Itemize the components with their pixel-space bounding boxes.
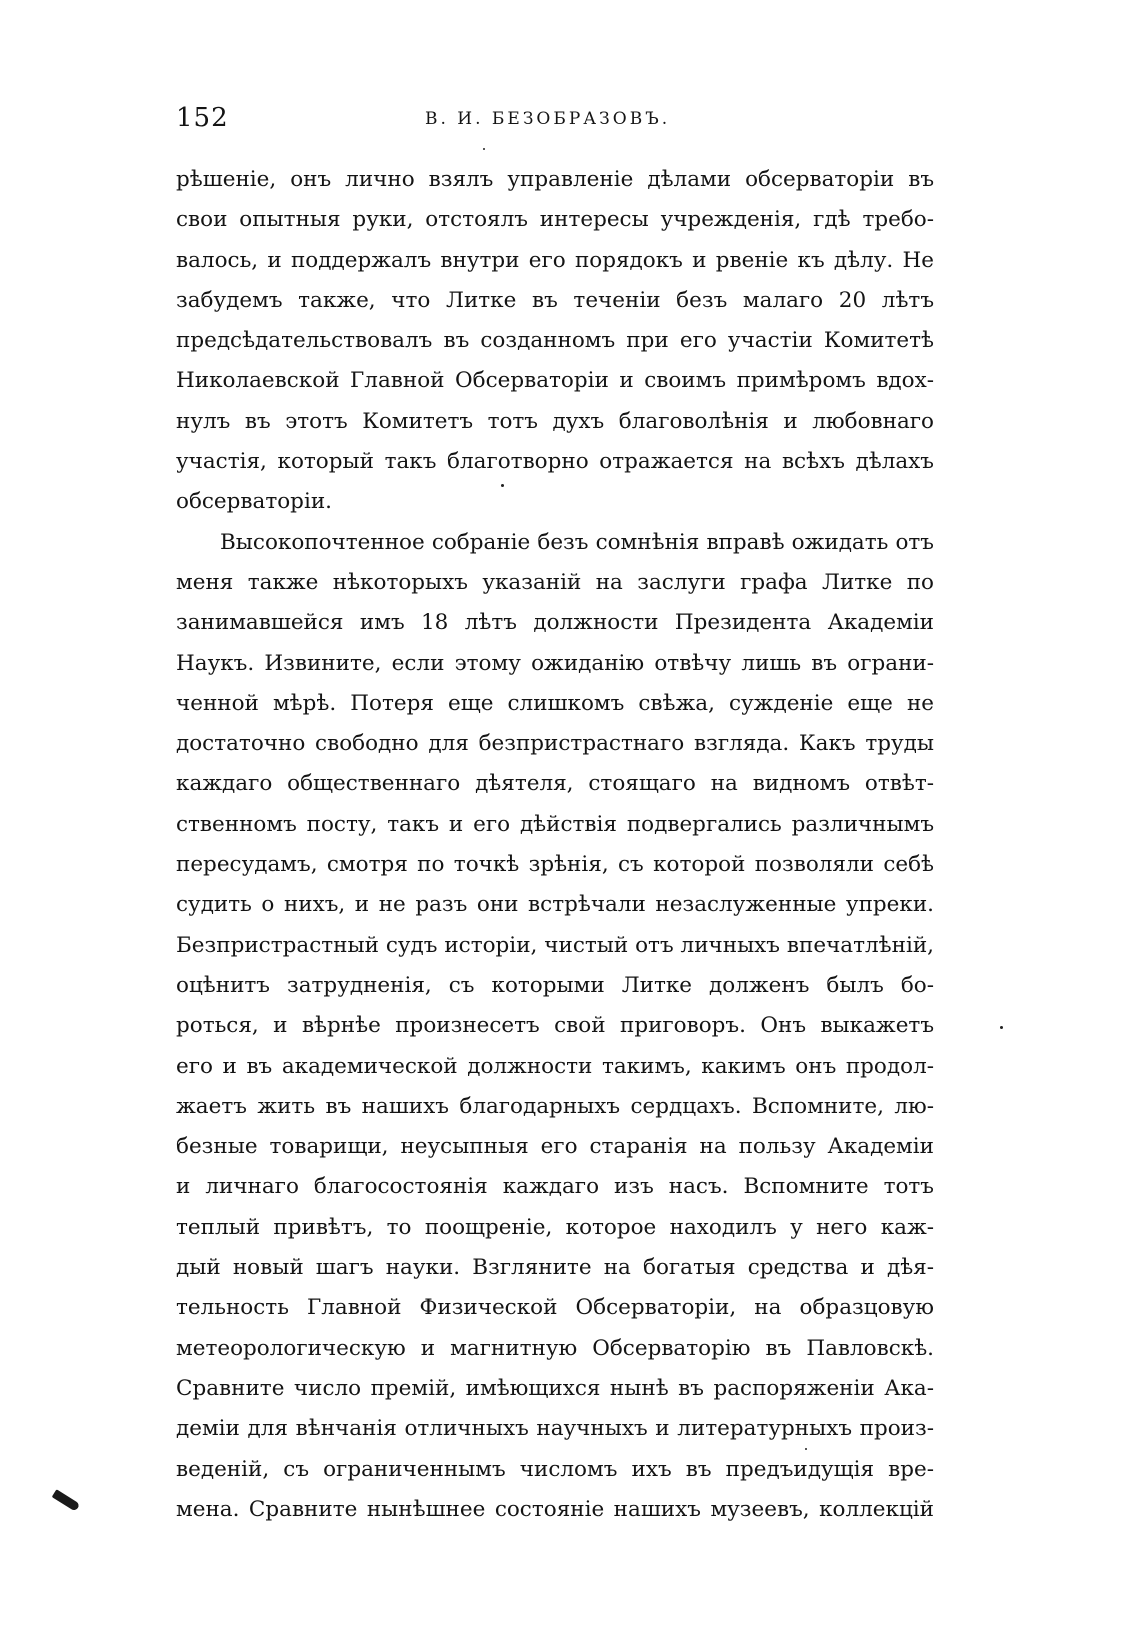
text-line: Сравните число премій, имѣющихся нынѣ въ распоряженіи Ака-: [176, 1375, 934, 1401]
text-line: и личнаго благосостоянія каждаго изъ насъ. Вспомните тотъ: [176, 1174, 934, 1200]
text-line: Наукъ. Извините, если этому ожиданію отвѣчу лишь въ ограни-: [176, 650, 934, 676]
ink-speck: [483, 148, 485, 150]
text-line: метеорологическую и магнитную Обсерваторію въ Павловскѣ.: [176, 1335, 934, 1361]
text-line: тельность Главной Физической Обсерваторіи, на образцовую: [176, 1295, 934, 1321]
ink-speck: [1000, 1026, 1003, 1029]
text-line: предсѣдательствовалъ въ созданномъ при его участіи Комитетѣ: [176, 328, 934, 354]
text-line: жаетъ жить въ нашихъ благодарныхъ сердцахъ. Вспомните, лю-: [176, 1093, 934, 1119]
ink-speck: [805, 1448, 807, 1450]
page-number: 152: [176, 103, 229, 133]
text-line: участія, который такъ благотворно отражается на всѣхъ дѣлахъ: [176, 449, 934, 475]
text-line: каждаго общественнаго дѣятеля, стоящаго на видномъ отвѣт-: [176, 771, 934, 797]
running-head: В. И. БЕЗОБРАЗОВЪ.: [425, 109, 671, 129]
text-line: ственномъ посту, такъ и его дѣйствія подвергались различнымъ: [176, 811, 934, 837]
text-line: дый новый шагъ науки. Взгляните на богатыя средства и дѣя-: [176, 1255, 934, 1281]
text-line: ченной мѣрѣ. Потеря еще слишкомъ свѣжа, сужденіе еще не: [176, 690, 934, 716]
scan-edge-mark: [52, 1489, 81, 1511]
text-line: безные товарищи, неусыпныя его старанія на пользу Академіи: [176, 1134, 934, 1160]
text-line: нулъ въ этотъ Комитетъ тотъ духъ благоволѣнія и любовнаго: [176, 408, 934, 434]
text-line: рѣшеніе, онъ лично взялъ управленіе дѣлами обсерваторіи въ: [176, 167, 934, 192]
text-line: деміи для вѣнчанія отличныхъ научныхъ и литературныхъ произ-: [176, 1416, 934, 1442]
text-line: меня также нѣкоторыхъ указаній на заслуги графа Литке по: [176, 569, 934, 595]
text-line: Николаевской Главной Обсерваторіи и своимъ примѣромъ вдох-: [176, 368, 934, 394]
text-line: забудемъ также, что Литке въ теченіи безъ малаго 20 лѣтъ: [176, 287, 934, 313]
text-line: веденій, съ ограниченнымъ числомъ ихъ въ предъидущія вре-: [176, 1456, 934, 1482]
text-line: достаточно свободно для безпристрастнаго взгляда. Какъ труды: [176, 731, 934, 757]
text-line: судить о нихъ, и не разъ они встрѣчали незаслуженные упреки.: [176, 892, 934, 918]
text-line: обсерваторіи.: [176, 489, 332, 515]
body-text: [176, 160, 934, 1530]
text-line: роться, и вѣрнѣе произнесетъ свой приговоръ. Онъ выкажетъ: [176, 1013, 934, 1039]
text-line: оцѣнитъ затрудненія, съ которыми Литке долженъ былъ бо-: [176, 972, 934, 998]
text-line: Безпристрастный судъ исторіи, чистый отъ личныхъ впечатлѣній,: [176, 932, 934, 958]
text-line: мена. Сравните нынѣшнее состояніе нашихъ музеевъ, коллекцій: [176, 1496, 934, 1522]
text-line: пересудамъ, смотря по точкѣ зрѣнія, съ которой позволяли себѣ: [176, 852, 934, 878]
text-line: теплый привѣтъ, то поощреніе, которое находилъ у него каж-: [176, 1214, 934, 1240]
text-line: свои опытныя руки, отстоялъ интересы учрежденія, гдѣ требо-: [176, 207, 934, 233]
text-line: занимавшейся имъ 18 лѣтъ должности Президента Академіи: [176, 610, 934, 636]
text-line: валось, и поддержалъ внутри его порядокъ и рвеніе къ дѣлу. Не: [176, 247, 934, 273]
text-line: его и въ академической должности такимъ, какимъ онъ продол-: [176, 1053, 934, 1079]
paragraph-first-line: Высокопочтенное собраніе безъ сомнѣнія вправѣ ожидать отъ: [220, 529, 934, 555]
ink-speck: [501, 484, 504, 487]
